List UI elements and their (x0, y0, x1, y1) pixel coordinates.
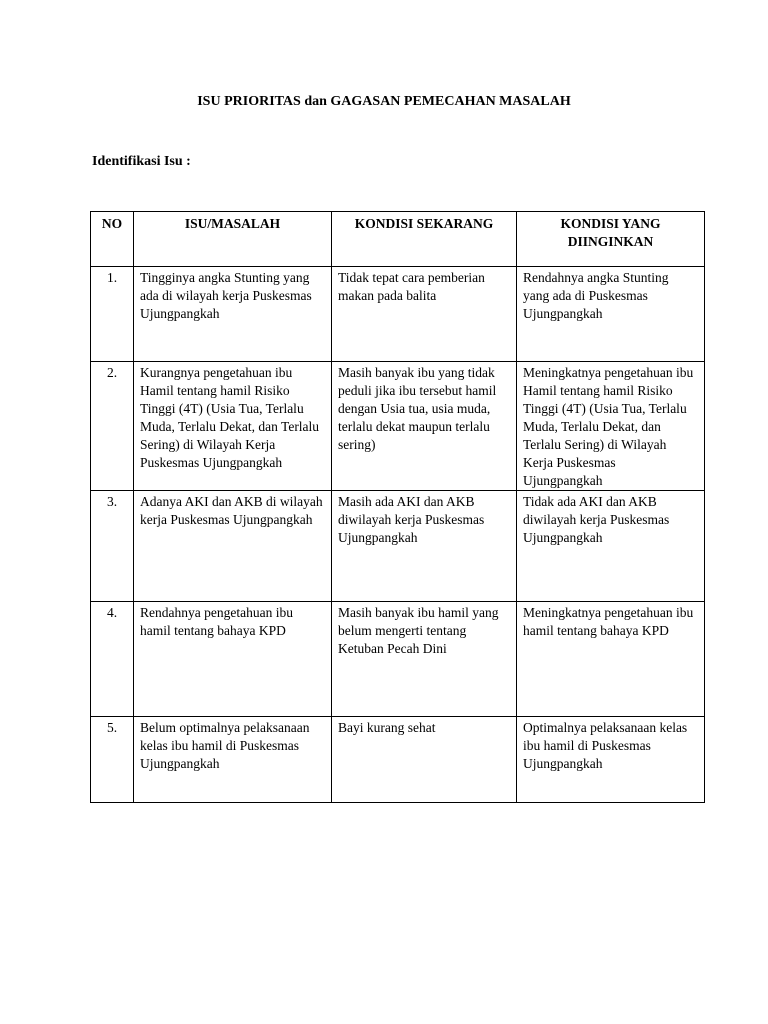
table-row (91, 362, 705, 491)
issue-cell: Belum optimalnya pelaksanaan kelas ibu hamil di Puskesmas Ujungpangkah (134, 717, 332, 803)
desired-condition-cell: Rendahnya angka Stunting yang ada di Puskesmas Ujungpangkah (517, 267, 705, 362)
row-number: 1. (91, 267, 134, 362)
table-row (91, 717, 705, 803)
row-number: 4. (91, 602, 134, 717)
issue-cell: Rendahnya pengetahuan ibu hamil tentang bahaya KPD (134, 602, 332, 717)
table-row (91, 491, 705, 602)
issue-cell: Tingginya angka Stunting yang ada di wilayah kerja Puskesmas Ujungpangkah (134, 267, 332, 362)
current-condition-cell: Bayi kurang sehat (332, 717, 517, 803)
desired-condition-cell: Tidak ada AKI dan AKB diwilayah kerja Puskesmas Ujungpangkah (517, 491, 705, 602)
current-condition-cell: Masih banyak ibu yang tidak peduli jika ibu tersebut hamil dengan Usia tua, usia muda, terlalu dekat maupun terlalu sering) (332, 362, 517, 491)
issue-cell: Adanya AKI dan AKB di wilayah kerja Puskesmas Ujungpangkah (134, 491, 332, 602)
header-no: NO (91, 212, 134, 267)
document-title: ISU PRIORITAS dan GAGASAN PEMECAHAN MASALAH (197, 94, 571, 109)
issue-table (90, 211, 705, 803)
issue-cell: Kurangnya pengetahuan ibu Hamil tentang hamil Risiko Tinggi (4T) (Usia Tua, Terlalu Muda, Terlalu Dekat, dan Terlalu Sering) di Wilayah Kerja Puskesmas Ujungpangkah (134, 362, 332, 491)
desired-condition-cell: Meningkatnya pengetahuan ibu Hamil tentang hamil Risiko Tinggi (4T) (Usia Tua, Terlalu Muda, Terlalu Dekat, dan Terlalu Sering) di Wilayah Kerja Puskesmas Ujungpangkah (517, 362, 705, 491)
section-label: Identifikasi Isu : (92, 154, 191, 169)
current-condition-cell: Tidak tepat cara pemberian makan pada balita (332, 267, 517, 362)
row-number: 3. (91, 491, 134, 602)
table-row (91, 267, 705, 362)
desired-condition-cell: Meningkatnya pengetahuan ibu hamil tentang bahaya KPD (517, 602, 705, 717)
header-current-condition: KONDISI SEKARANG (332, 212, 517, 267)
header-desired-condition: KONDISI YANG DIINGINKAN (517, 212, 705, 267)
current-condition-cell: Masih banyak ibu hamil yang belum mengerti tentang Ketuban Pecah Dini (332, 602, 517, 717)
current-condition-cell: Masih ada AKI dan AKB diwilayah kerja Puskesmas Ujungpangkah (332, 491, 517, 602)
row-number: 5. (91, 717, 134, 803)
header-issue: ISU/MASALAH (134, 212, 332, 267)
table-header-row (91, 212, 705, 267)
table-row (91, 602, 705, 717)
desired-condition-cell: Optimalnya pelaksanaan kelas ibu hamil di Puskesmas Ujungpangkah (517, 717, 705, 803)
row-number: 2. (91, 362, 134, 491)
